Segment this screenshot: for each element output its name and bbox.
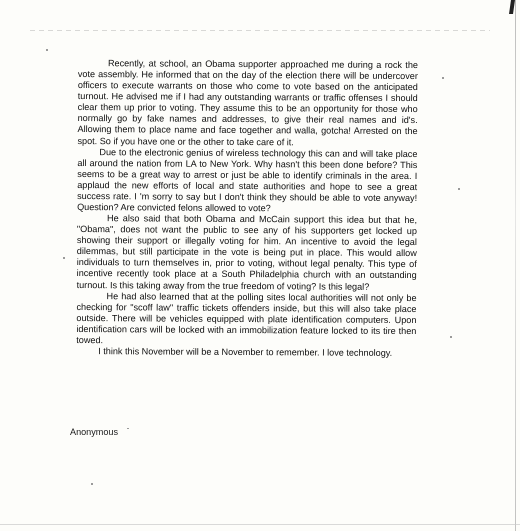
paragraph-5: I think this November will be a November to remember. I love technology. bbox=[98, 346, 393, 358]
letter-body bbox=[76, 58, 418, 359]
paragraph-2: Due to the electronic genius of wireless technology this can and will take place all around the nation from LA to New York. Why hasn't this been done before? This seems to be a great way to arrest or just be able to identify criminals in the area. I applaud the new efforts of local and state authorities and hope to see a great success rate. I 'm sorry to say but I don't think they should be able to vote anyway! Question? Are convicted felons allowed to vote? bbox=[77, 146, 418, 214]
page-bottom-edge bbox=[0, 524, 520, 525]
paragraph-4: He had also learned that at the polling sites local authorities will not only be checking for "scoff law" traffic tickets offenders inside, but this will also take place outside. There will be vehicles equipped with plate identification computers. Upon identification cars will be locked with an immobilization feature locked to its tire then towed. bbox=[76, 290, 417, 346]
scan-speck bbox=[46, 49, 48, 51]
signature: Anonymous bbox=[70, 427, 119, 437]
scan-streak bbox=[30, 30, 490, 31]
scan-speck bbox=[458, 188, 460, 190]
scan-speck bbox=[450, 336, 452, 338]
scan-speck bbox=[91, 483, 93, 485]
page-right-edge bbox=[515, 0, 516, 531]
scan-speck bbox=[442, 77, 444, 79]
paragraph-3: He also said that both Obama and McCain support this idea but that he, "Obama", does not want the public to see any of his supporters get locked up showing their support or illegally voting for him. An incentive to avoid the legal dilemmas, but still participate in the vote is being put in place. This would allow individuals to turn themselves in, prior to voting, without legal penalty. This type of incentive recently took place at a South Philadelphia church with an outstanding turnout. Is this taking away from the true freedom of voting? Is this legal? bbox=[76, 213, 418, 292]
scan-dot-mark bbox=[127, 428, 129, 429]
scan-speck bbox=[63, 257, 65, 259]
paragraph-1: Recently, at school, an Obama supporter approached me during a rock the vote assembly. He informed that on the day of the election there will be undercover officers to execute warrants on those who come to vote based on the anticipated turnout. He advised me if I had any outstanding warrants or traffic offenses I should clear them up prior to voting. They assume this to be an opportunity for those who normally go by fake names and addresses, to give their real names and id's. Allowing them to place name and face together and walla, gotcha! Arrested on the spot. So if you have one or the other to take care of it. bbox=[77, 58, 418, 147]
